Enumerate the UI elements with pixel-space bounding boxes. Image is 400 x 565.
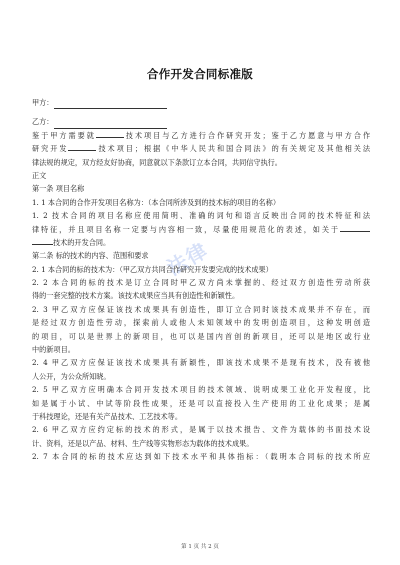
clause-2-4-line-2: 人公开，为公众所知晓。 <box>32 371 111 381</box>
clause-2-2-line-2: 得的一套完整的技术方案。该技术成果应当具有创造性和新颖性。 <box>32 291 240 301</box>
party-b-line <box>32 115 370 128</box>
clause-2-6-line-1: 2. 6 甲乙双方应约定标的技术的形式，是属于以技术报告、文件为载体的书面技术设 <box>32 425 370 435</box>
clause-2-5-line-1: 2. 5 甲乙双方应明确本合同开发技术项目的技术领域、说明成果工业化开发程度，比 <box>32 385 370 395</box>
watermark: 法律 <box>162 237 213 281</box>
clause-1-2-line-1: 1. 2 技术合同的项目名称应使用简明、准确的词句和语言反映出合同的技术特征和法 <box>32 211 370 221</box>
page-footer: 第 1 页 共 2 页 <box>181 544 219 550</box>
clause-1-2-line-3: 技术的开发合同。 <box>32 236 370 249</box>
intro-line-2: 研究开发 技术项目；根据《中华人民共和国合同法》的有关规定及其他相关法 <box>32 144 370 154</box>
party-b-blank <box>54 119 167 129</box>
clause-2-5-line-3: 于科技理论，还是有关产品技术、工艺技术等。 <box>32 411 182 421</box>
clause-2-3-line-1: 2. 3 甲乙双方应保证该技术成果具有创造性，即订立合同时该技术成果并不存在，而 <box>32 304 370 314</box>
clause-2-6-line-2: 计、资料，还是以产品、材料、生产线等实物形态为载体的技术成果。 <box>32 438 254 448</box>
clause-2-3-line-4: 中的新项目。 <box>32 345 75 355</box>
clause-2-2-line-1: 2. 2 本合同的标的技术是订立合同时甲乙双方尚未掌握的、经过双方创造性劳动所获 <box>32 278 370 288</box>
party-a-label: 甲方： <box>32 97 54 107</box>
clause-1-2-line-2: 律特征，并且项目名称一定要与内容相一致，尽量使用规范化的表述，如关于 <box>32 223 370 236</box>
clause-2-4-line-1: 2. 4 甲乙双方应保证该技术成果具有新颖性，即该技术成果不是现有技术，没有被他 <box>32 358 370 368</box>
clause-2-1: 2. 1 本合同的标的技术为：（甲乙双方共同合作研究开发要完成的技术成果） <box>32 264 273 274</box>
clause-1-2-blank-2 <box>32 236 53 245</box>
clause-2-7-line-1: 2. 7 本合同的标的技术应达到如下技术水平和具体指标：（载明本合同标的技术所应 <box>32 452 370 462</box>
clause-2-5-line-2: 如是属于小试、中试等阶段性成果，还是可以直接投入生产使用的工业化成果；是属 <box>32 398 370 408</box>
article-1-title: 第一条 项目名称 <box>32 184 85 194</box>
intro-blank-2 <box>68 142 96 151</box>
clause-2-3-line-2: 是经过双方创造性劳动，探索前人或他人未知领域中的发明创造项目，这种发明创造 <box>32 318 370 328</box>
party-a-line <box>32 96 370 109</box>
clause-1-1: 1. 1 本合同的合作开发项目名称为：（本合同所涉及到的技术标的项目的名称） <box>32 197 280 207</box>
clause-1-2-blank <box>340 223 370 232</box>
party-a-blank <box>54 99 167 109</box>
article-2-title: 第二条 标的技术的内容、范围和要求 <box>32 251 149 261</box>
intro-line-3: 律法规的规定，双方经友好协商，同意就以下条款订立本合同，共同信守执行。 <box>32 157 282 167</box>
party-b-label: 乙方： <box>32 117 54 127</box>
clause-2-3-line-3: 的项目，可以是世界上的新项目，也可以是国内首创的新项目，还可以是地区或行业 <box>32 331 370 341</box>
document-title: 合作开发合同标准版 <box>146 67 254 81</box>
document-body <box>32 96 370 464</box>
intro-blank-1 <box>96 129 124 138</box>
intro-line-1: 鉴于甲方需要就 技术项目与乙方进行合作研究开发；鉴于乙方愿意与甲方合作 <box>32 130 370 140</box>
body-label: 正文 <box>32 170 47 180</box>
